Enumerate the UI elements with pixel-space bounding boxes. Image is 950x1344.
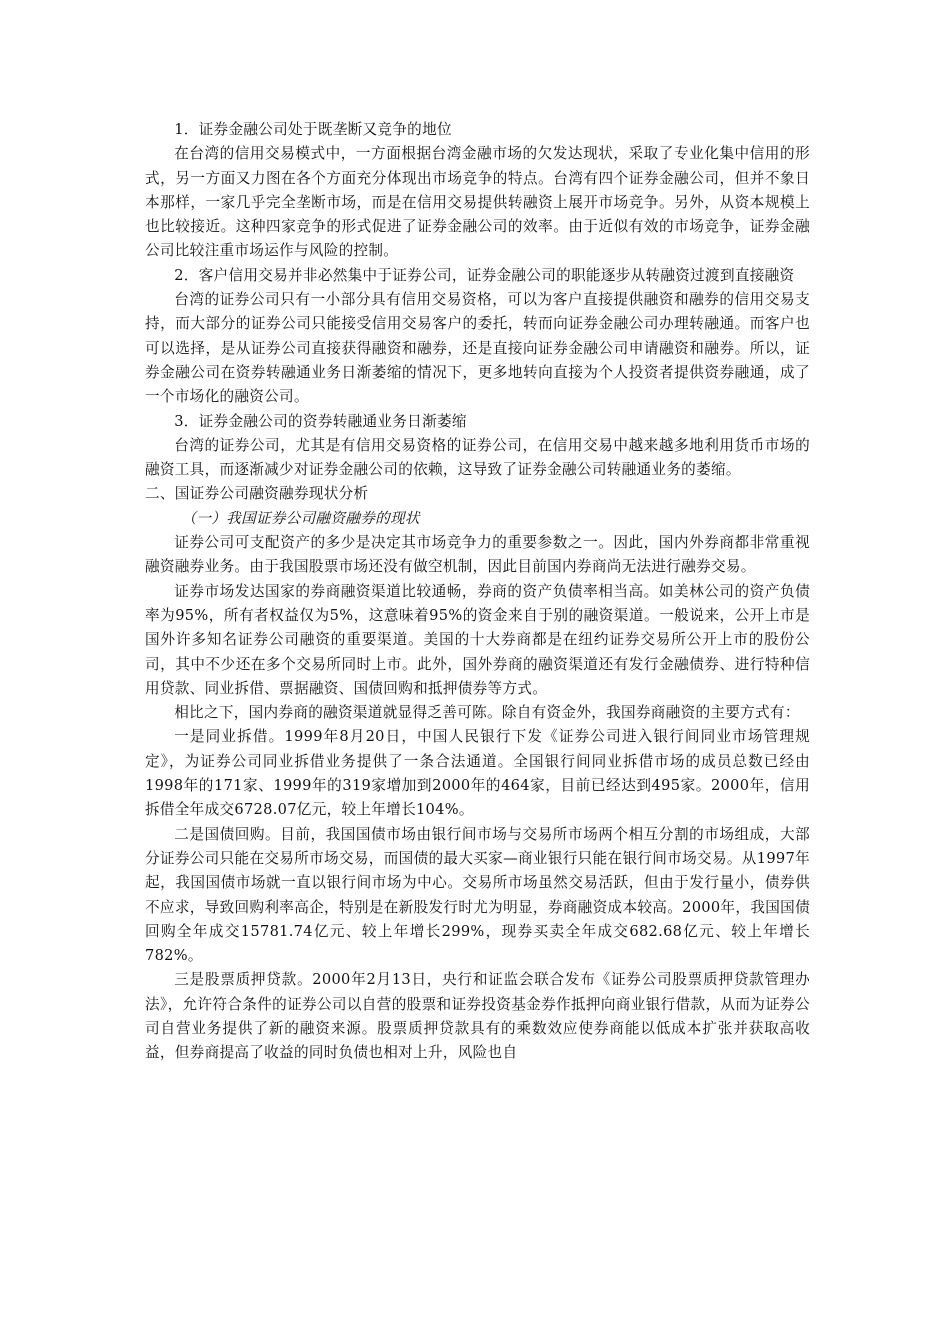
paragraph: 证券市场发达国家的券商融资渠道比较通畅，券商的资产负债率相当高。如美林公司的资产负债率为95%，所有者权益仅为5%，这意味着95%的资金来自于别的融资渠道。一般说来，公开上市是国外许多知名证券公司融资的重要渠道。美国的十大券商都是在纽约证券交易所公开上市的股份公司，其中不少还在多个交易所同时上市。此外，国外券商的融资渠道还有发行金融债券、进行特种信用贷款、同业拆借、票据融资、国债回购和抵押债券等方式。 (145, 582, 810, 697)
heading-2: 2．客户信用交易并非必然集中于证券公司，证券金融公司的职能逐步从转融资过渡到直接融资 (174, 266, 795, 284)
heading-3: 3．证券金融公司的资券转融通业务日渐萎缩 (174, 412, 467, 430)
paragraph: 证券公司可支配资产的多少是决定其市场竞争力的重要参数之一。因此，国内外券商都非常重视融资融券业务。由于我国股票市场还没有做空机制，因此目前国内券商尚无法进行融券交易。 (145, 534, 810, 576)
heading-1: 1．证券金融公司处于既垄断又竞争的地位 (174, 121, 452, 138)
document-body (145, 118, 810, 1066)
paragraph: 台湾的证券公司只有一小部分具有信用交易资格，可以为客户直接提供融资和融券的信用交易支持，而大部分的证券公司只能接受信用交易客户的委托，转而向证券金融公司办理转融通。而客户也可以选择，是从证券公司直接获得融资和融券，还是直接向证券金融公司申请融资和融券。所以，证券金融公司在资券转融通业务日渐萎缩的情况下，更多地转向直接为个人投资者提供资券融通，成了一个市场化的融资公司。 (145, 291, 810, 406)
section-heading: 二、国证券公司融资融券现状分析 (145, 485, 369, 503)
paragraph: 在台湾的信用交易模式中，一方面根据台湾金融市场的欠发达现状，采取了专业化集中信用的形式，另一方面又力图在各个方面充分体现出市场竞争的特点。台湾有四个证券金融公司，但并不象日本那样，一家几乎完全垄断市场，而是在信用交易提供转融资上展开市场竞争。另外，从资本规模上也比较接近。这种四家竞争的形式促进了证券金融公司的效率。由于近似有效的市场竞争，证券金融公司比较注重市场运作与风险的控制。 (145, 145, 810, 260)
paragraph: 二是国债回购。目前，我国国债市场由银行间市场与交易所市场两个相互分割的市场组成，大部分证券公司只能在交易所市场交易，而国债的最大买家—商业银行只能在银行间市场交易。从1997年起，我国国债市场就一直以银行间市场为中心。交易所市场虽然交易活跃，但由于发行量小，债券供不应求，导致回购利率高企，特别是在新股发行时尤为明显，券商融资成本较高。2000年，我国国债回购全年成交15781.74亿元、较上年增长299%，现券买卖全年成交682.68亿元、较上年增长782%。 (145, 825, 810, 965)
paragraph: 一是同业拆借。1999年8月20日，中国人民银行下发《证券公司进入银行间同业市场管理规定》，为证券公司同业拆借业务提供了一条合法通道。全国银行间同业拆借市场的成员总数已经由1998年的171家、1999年的319家增加到2000年的464家，目前已经达到495家。2000年，信用拆借全年成交6728.07亿元，较上年增长104%。 (145, 728, 810, 819)
subsection-heading: （一）我国证券公司融资融券的现状 (181, 509, 420, 527)
paragraph: 台湾的证券公司，尤其是有信用交易资格的证券公司，在信用交易中越来越多地利用货币市场的融资工具，而逐渐减少对证券金融公司的依赖，这导致了证券金融公司转融通业务的萎缩。 (145, 436, 810, 479)
paragraph: 三是股票质押贷款。2000年2月13日，央行和证监会联合发布《证券公司股票质押贷款管理办法》，允许符合条件的证券公司以自营的股票和证券投资基金券作抵押向商业银行借款，从而为证券公司自营业务提供了新的融资来源。股票质押贷款具有的乘数效应使券商能以低成本扩张并获取高收益，但券商提高了收益的同时负债也相对上升，风险也自 (145, 971, 810, 1062)
paragraph: 相比之下，国内券商的融资渠道就显得乏善可陈。除自有资金外，我国券商融资的主要方式有： (174, 704, 800, 722)
